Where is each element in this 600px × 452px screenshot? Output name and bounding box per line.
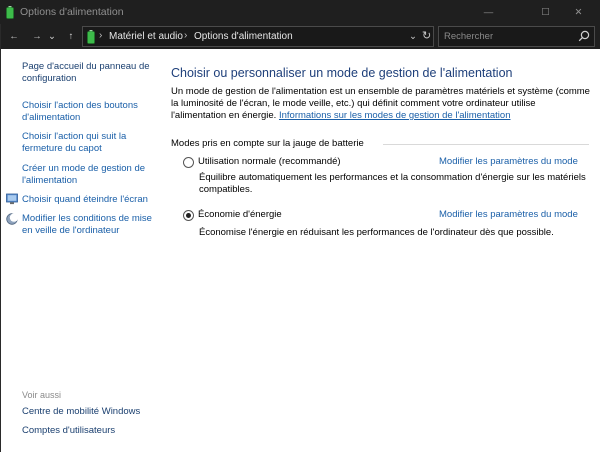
breadcrumb-item-options[interactable]: Options d'alimentation <box>194 31 293 42</box>
plan-settings-link-power-saver[interactable]: Modifier les paramètres du mode <box>439 209 578 220</box>
battery-icon <box>6 6 14 19</box>
refresh-icon[interactable]: ↻ <box>422 30 432 42</box>
window-border <box>0 24 1 452</box>
window-title: Options d'alimentation <box>20 6 124 18</box>
plan-description-balanced: Équilibre automatiquement les performances et la consommation d'énergie sur les matériels compatibles. <box>199 172 586 195</box>
address-dropdown-icon[interactable]: ⌄ <box>409 31 417 42</box>
sidebar-link-sleep-settings[interactable]: Modifier les conditions de mise en veille de l'ordinateur <box>22 213 152 236</box>
title-bar <box>0 0 600 24</box>
breadcrumb-separator: › <box>184 30 188 41</box>
back-arrow-icon: ← <box>9 30 19 42</box>
left-pane <box>0 49 159 452</box>
maximize-icon: ☐ <box>541 6 550 18</box>
intro-body: Un mode de gestion de l'alimentation est un ensemble de paramètres matériels et système (comme la luminosité de l'écran, le mode veille, etc.) qui définit comment votre ordinateur utilise l'alimentation en énergie. <box>171 86 590 121</box>
minimize-button[interactable] <box>466 0 511 24</box>
minimize-icon: — <box>483 6 494 18</box>
chevron-down-icon: ⌄ <box>48 30 56 42</box>
plan-name-power-saver[interactable]: Économie d'énergie <box>198 209 282 220</box>
breadcrumb-item-materiel[interactable]: Matériel et audio <box>109 31 183 42</box>
plan-settings-link-balanced[interactable]: Modifier les paramètres du mode <box>439 156 578 167</box>
up-button[interactable] <box>63 28 79 44</box>
forward-button[interactable] <box>29 28 45 44</box>
main-content <box>159 49 600 452</box>
up-arrow-icon: ↑ <box>68 30 74 42</box>
sidebar-link-create-plan[interactable]: Créer un mode de gestion de l'alimentation <box>22 163 146 186</box>
sidebar-link-mobility-center[interactable]: Centre de mobilité Windows <box>22 406 141 417</box>
search-input[interactable] <box>439 27 575 46</box>
battery-icon <box>87 30 95 44</box>
see-also-label: Voir aussi <box>22 390 62 400</box>
forward-arrow-icon: → <box>32 30 42 42</box>
page-title: Choisir ou personnaliser un mode de gestion de l'alimentation <box>171 66 513 80</box>
section-label: Modes pris en compte sur la jauge de batterie <box>171 138 364 149</box>
close-icon: ✕ <box>574 6 583 18</box>
intro-info-link[interactable]: Informations sur les modes de gestion de l'alimentation <box>278 110 511 121</box>
address-bar[interactable] <box>82 26 434 47</box>
sidebar-link-user-accounts[interactable]: Comptes d'utilisateurs <box>22 425 116 436</box>
sleep-moon-icon <box>6 213 18 225</box>
monitor-icon <box>6 193 18 205</box>
recent-locations-button[interactable] <box>47 28 57 44</box>
sidebar-link-lid-close[interactable]: Choisir l'action qui suit la fermeture du capot <box>22 131 127 154</box>
sidebar-link-home[interactable]: Page d'accueil du panneau de configuration <box>22 61 150 84</box>
plan-name-balanced[interactable]: Utilisation normale (recommandé) <box>198 156 341 167</box>
navigation-bar <box>0 24 600 49</box>
close-button[interactable] <box>556 0 600 24</box>
breadcrumb-separator: › <box>99 30 103 41</box>
plan-radio-balanced[interactable] <box>183 157 194 168</box>
search-icon[interactable] <box>578 30 590 42</box>
sidebar-link-power-buttons[interactable]: Choisir l'action des boutons d'alimentation <box>22 100 138 123</box>
search-box[interactable] <box>438 26 595 47</box>
plan-radio-power-saver[interactable] <box>183 210 194 221</box>
intro-text <box>171 86 591 122</box>
plan-description-power-saver: Économise l'énergie en réduisant les performances de l'ordinateur dès que possible. <box>199 227 554 238</box>
sidebar-link-display-off[interactable]: Choisir quand éteindre l'écran <box>22 194 148 205</box>
back-button[interactable] <box>6 28 22 44</box>
section-divider <box>383 144 589 145</box>
